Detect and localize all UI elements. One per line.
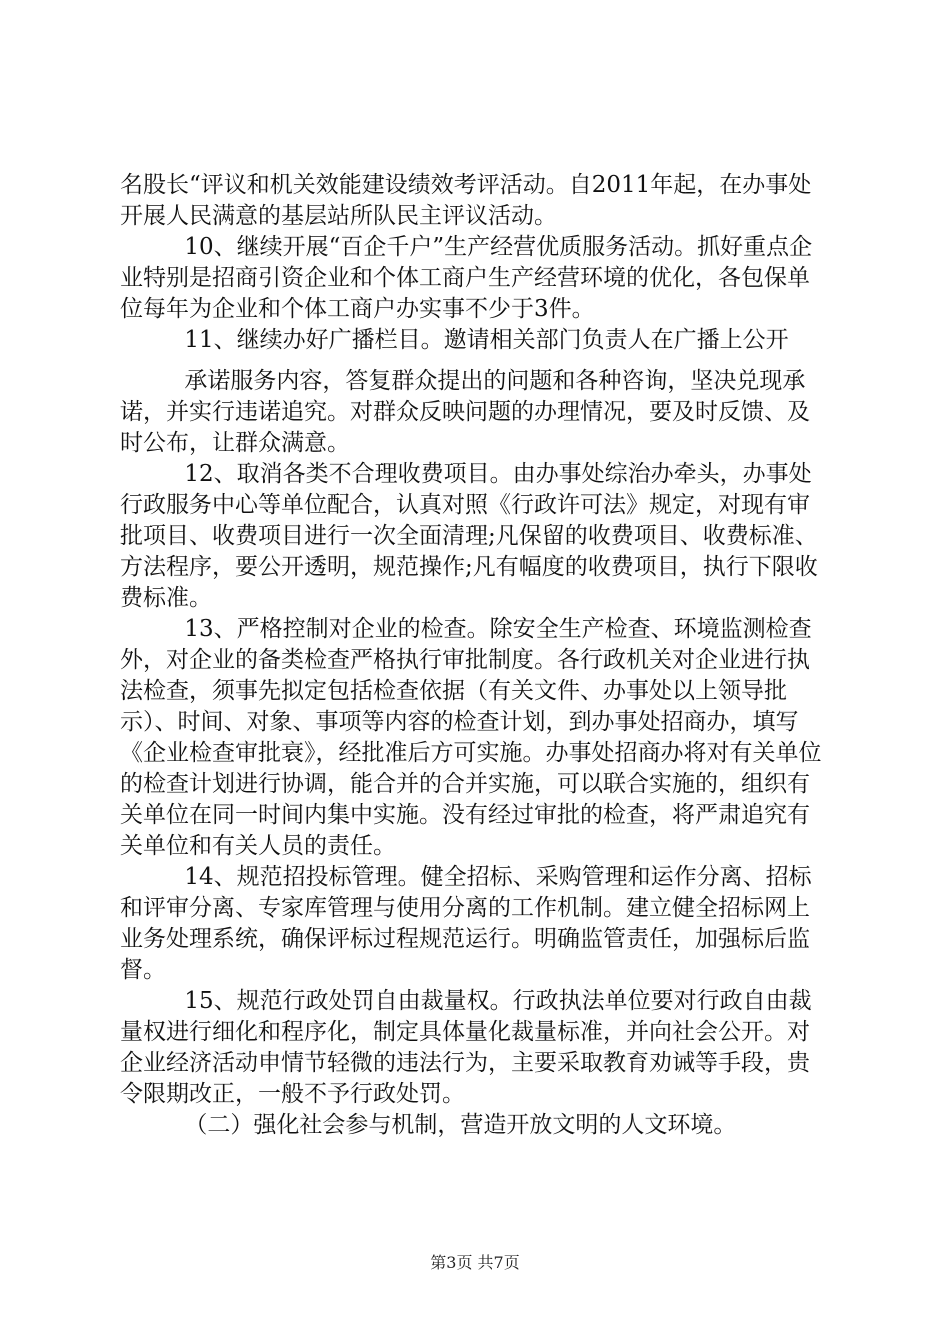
paragraph: 14、规范招投标管理。健全招标、采购管理和运作分离、招标和评审分离、专家库管理与使用分离的工作机制。建立健全招标网上业务处理系统，确保评标过程规范运行。明确监管责任，加强标后监督。 bbox=[120, 864, 812, 983]
paragraph: 承诺服务内容，答复群众提出的问题和各种咨询，坚决兑现承诺，并实行违诺追究。对群众反映问题的办理情况，要及时反馈、及时公布，让群众满意。 bbox=[120, 368, 810, 456]
paragraph: 13、严格控制对企业的检查。除安全生产检查、环境监测检查外，对企业的备类检查严格执行审批制度。各行政机关对企业进行执法检查，须事先拟定包括检查依据（有关文件、办事处以上领导批示）、时间、对象、事项等内容的检查计划，到办事处招商办，填写《企业检查审批衰》，经批准后方可实施。办事处招商办将对有关单位的检查计划进行协调，能合并的合并实施，可以联合实施的，组织有关单位在同一时间内集中实施。没有经过审批的检查，将严肃追究有关单位和有关人员的责任。 bbox=[120, 616, 822, 859]
paragraph: （二）强化社会参与机制，营造开放文明的人文环境。 bbox=[184, 1112, 737, 1138]
paragraph: 15、规范行政处罚自由裁量权。行政执法单位要对行政自由裁量权进行细化和程序化，制定具体量化裁量标准，并向社会公开。对企业经济活动申情节轻微的违法行为，主要采取教育劝诫等手段，贵令限期改正，一般不予行政处罚。 bbox=[120, 988, 812, 1107]
paragraph: 名股长“评议和机关效能建设绩效考评活动。自2011年起，在办事处开展人民满意的基层站所队民主评议活动。 bbox=[120, 172, 812, 229]
document-body bbox=[120, 170, 832, 1141]
page-footer: 第3页 共7页 bbox=[430, 1253, 520, 1272]
paragraph: 12、取消各类不合理收费项目。由办事处综治办牵头，办事处行政服务中心等单位配合，认真对照《行政许可法》规定，对现有审批项目、收费项目进行一次全面清理;凡保留的收费项目、收费标准、方法程序，要公开透明，规范操作;凡有幅度的收费项目，执行下限收费标准。 bbox=[120, 461, 818, 611]
paragraph: 11、继续办好广播栏目。邀请相关部门负责人在广播上公开 bbox=[184, 327, 789, 353]
paragraph: 10、继续开展“百企千户”生产经营优质服务活动。抓好重点企业特别是招商引资企业和个体工商户生产经营环境的优化，各包保单位每年为企业和个体工商户办实事不少于3件。 bbox=[120, 234, 813, 322]
